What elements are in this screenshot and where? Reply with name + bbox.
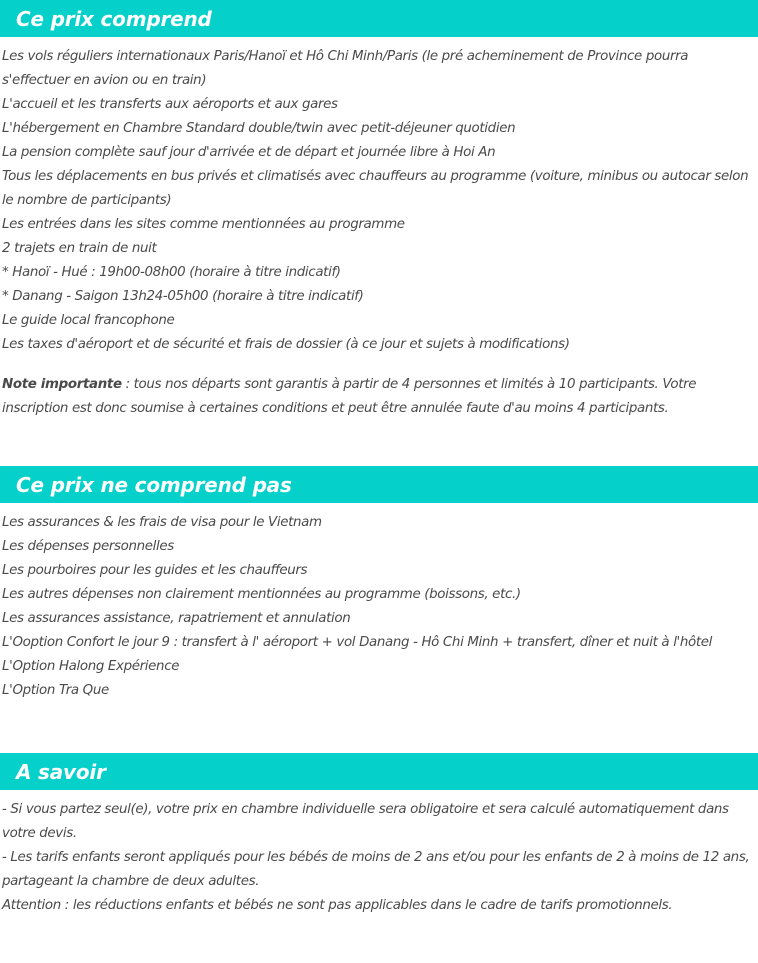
list-item: L'Ooption Confort le jour 9 : transfert à l' aéroport + vol Danang - Hô Chi Minh + transfert, dîner et nuit à l'hôtel [2,635,713,650]
list-item: Attention : les réductions enfants et bébés ne sont pas applicables dans le cadre de tarifs promotionnels. [2,898,673,913]
list-item: Le guide local francophone [2,313,175,328]
section-title-good-to-know: A savoir [16,759,106,784]
list-item: - Si vous partez seul(e), votre prix en chambre individuelle sera obligatoire et sera calculé automatiquement dans votre devis. [2,802,729,841]
section-body-good-to-know [0,790,758,918]
important-note-label: Note importante [2,377,122,392]
spacer [2,357,756,373]
list-item: L'Option Halong Expérience [2,659,180,674]
section-not-included [0,466,758,703]
section-header-good-to-know [0,753,758,790]
list-item: L'accueil et les transferts aux aéroports et aux gares [2,97,338,112]
list-item: - Les tarifs enfants seront appliqués pour les bébés de moins de 2 ans et/ou pour les enfants de 2 à moins de 12 ans, partageant la chambre de deux adultes. [2,850,750,889]
list-item: Les assurances & les frais de visa pour le Vietnam [2,515,322,530]
list-item: * Hanoï - Hué : 19h00-08h00 (horaire à titre indicatif) [2,265,341,280]
list-item: 2 trajets en train de nuit [2,241,157,256]
section-body-included [0,37,758,421]
list-item: Les entrées dans les sites comme mentionnées au programme [2,217,405,232]
list-item: L'hébergement en Chambre Standard double/twin avec petit-déjeuner quotidien [2,121,516,136]
spacer [2,503,756,511]
list-item: Les vols réguliers internationaux Paris/Hanoï et Hô Chi Minh/Paris (le pré acheminement de Province pourra s'effectuer en avion ou en train) [2,49,689,88]
section-header-not-included [0,466,758,503]
section-title-not-included: Ce prix ne comprend pas [16,472,292,497]
list-item: Les assurances assistance, rapatriement et annulation [2,611,351,626]
important-note [2,373,756,421]
list-item: L'Option Tra Que [2,683,109,698]
section-body-not-included [0,503,758,703]
list-item: Les autres dépenses non clairement mentionnées au programme (boissons, etc.) [2,587,521,602]
list-item: La pension complète sauf jour d'arrivée et de départ et journée libre à Hoi An [2,145,496,160]
list-item: Les dépenses personnelles [2,539,174,554]
important-note-text: : tous nos départs sont garantis à partir de 4 personnes et limités à 10 participants. Votre inscription est donc soumise à certaines conditions et peut être annulée faute d'au moins 4 participants. [2,377,697,416]
section-title-included: Ce prix comprend [16,6,212,31]
list-item: Les taxes d'aéroport et de sécurité et frais de dossier (à ce jour et sujets à modifications) [2,337,570,352]
list-item: Les pourboires pour les guides et les chauffeurs [2,563,308,578]
list-item: Tous les déplacements en bus privés et climatisés avec chauffeurs au programme (voiture, minibus ou autocar selon le nombre de participants) [2,169,749,208]
section-gap [0,703,758,753]
spacer [2,37,756,45]
spacer [2,790,756,798]
section-good-to-know [0,753,758,918]
section-included [0,0,758,421]
section-header-included [0,0,758,37]
list-item: * Danang - Saigon 13h24-05h00 (horaire à titre indicatif) [2,289,364,304]
section-gap [0,421,758,466]
